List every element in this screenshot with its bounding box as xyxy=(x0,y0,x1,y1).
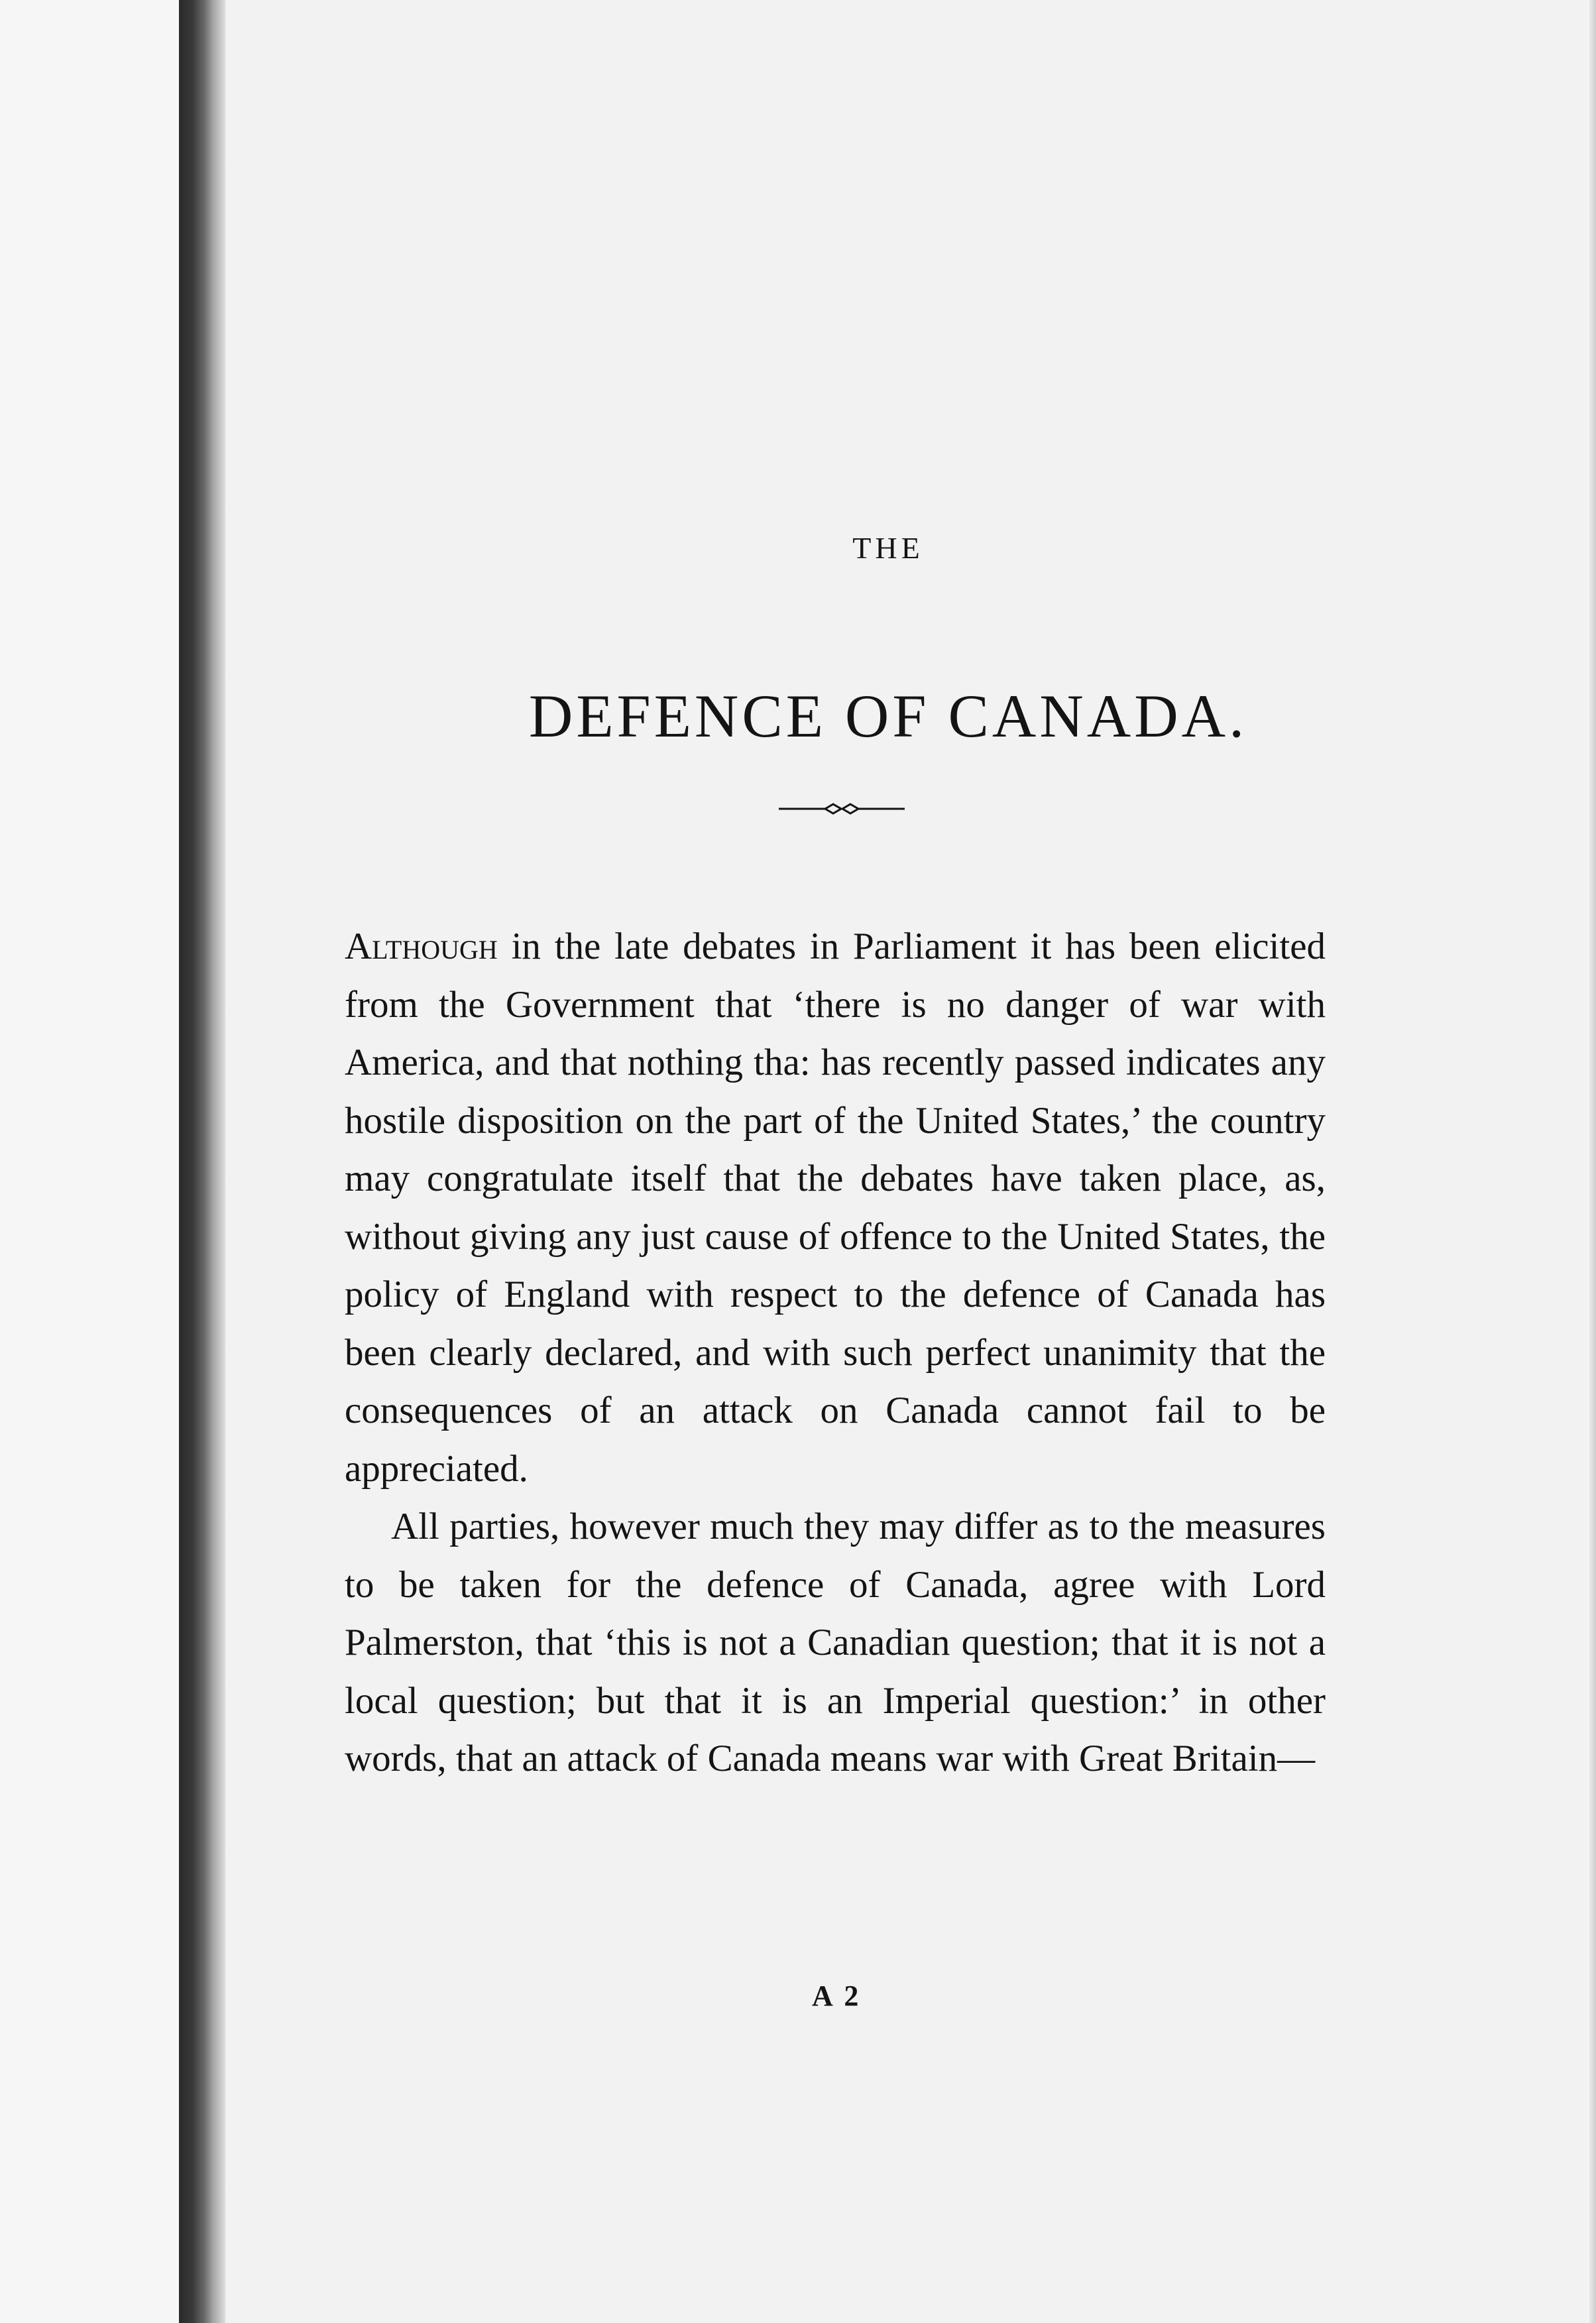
page-edge xyxy=(1589,0,1596,2323)
body-text xyxy=(345,918,1326,1788)
page-title: DEFENCE OF CANADA. xyxy=(528,682,1248,750)
opening-word: Although xyxy=(345,925,498,967)
paragraph-text: All parties, however much they may differ as to the measures to be taken for the defence of Canada, agree with Lord Palmerston, that ‘this is not a Canadian question; that it is not a local question; but that it is an Imperial question:’ in other words, that an attack of Canada means war with Great Britain— xyxy=(345,1506,1326,1779)
paragraph-1 xyxy=(345,918,1326,1498)
running-head: THE xyxy=(852,531,924,565)
book-spine-shadow xyxy=(179,0,225,2323)
paragraph-2 xyxy=(345,1498,1326,1788)
signature-mark: A 2 xyxy=(812,1980,862,2012)
scan-background xyxy=(0,0,186,2323)
rule-ornament-icon xyxy=(779,799,905,819)
paragraph-text: in the late debates in Parliament it has been elicited from the Government that ‘there is no danger of war with America, and that nothing tha: has recently passed indicates any hostile disposition on the part of the United States,’ the country may congratulate itself that the debates have taken place, as, without giving any just cause of offence to the United States, the policy of England with respect to the defence of Canada has been clearly declared, and with such perfect unanimity that the consequences of an attack on Canada cannot fail to be appreciated. xyxy=(345,925,1326,1490)
